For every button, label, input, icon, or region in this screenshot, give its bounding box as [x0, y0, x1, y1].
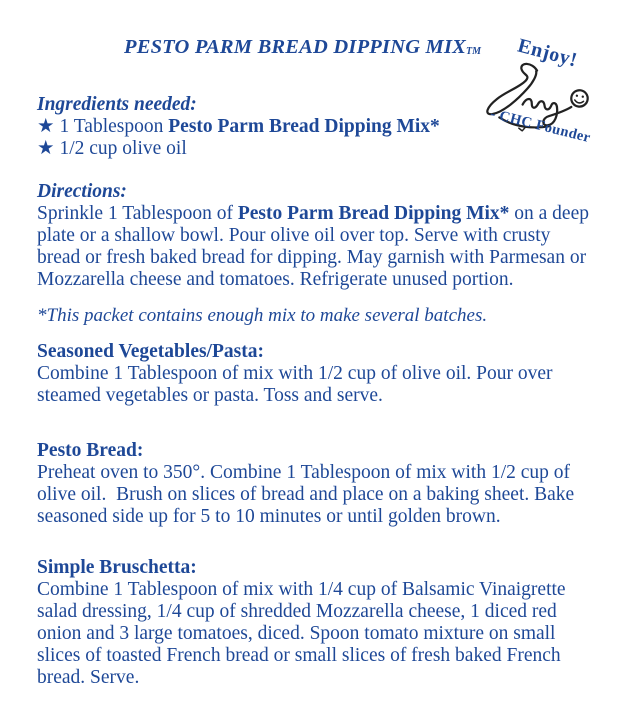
ingredient-product-name: Pesto Parm Bread Dipping Mix* — [168, 116, 440, 137]
enjoy-label: Enjoy! — [515, 34, 580, 72]
recipe-body: Combine 1 Tablespoon of mix with 1/2 cup of olive oil. Pour over steamed vegetables or pasta. Toss and serve. — [37, 363, 553, 406]
product-name: PESTO PARM BREAD DIPPING MIX — [123, 36, 467, 58]
star-icon: ★ — [37, 116, 55, 137]
recipe-body: Preheat oven to 350°. Combine 1 Tablespoon of mix with 1/2 cup of olive oil. Brush on slices of bread and place on a baking sheet. Bake seasoned side up for 5 to 10 minutes or until golden brown. — [37, 462, 575, 527]
ingredient-text: 1/2 cup olive oil — [59, 138, 187, 159]
directions-paragraph — [37, 203, 597, 291]
ingredient-text: 1 Tablespoon — [59, 116, 169, 137]
recipe-heading: Simple Bruschetta: — [37, 557, 197, 578]
directions-heading: Directions: — [37, 181, 127, 202]
recipe-section-seasoned-vegetables — [37, 341, 597, 407]
recipe-heading: Pesto Bread: — [37, 440, 144, 461]
directions-section — [37, 181, 597, 291]
trademark-symbol: TM — [466, 46, 482, 57]
recipe-body: Combine 1 Tablespoon of mix with 1/4 cup of Balsamic Vinaigrette salad dressing, 1/4 cup of shredded Mozzarella cheese, 1 diced red onion and 3 large tomatoes, diced. Spoon tomato mixture on small slices of toasted French bread or small slices of fresh baked French bread. Serve. — [37, 579, 566, 688]
founder-signature-block — [445, 34, 605, 173]
directions-product-name: Pesto Parm Bread Dipping Mix* — [237, 203, 510, 224]
card-body — [37, 94, 597, 689]
recipe-section-simple-bruschetta — [37, 557, 597, 689]
directions-rest: on a deep plate or a shallow bowl. Pour olive oil over top. Serve with crusty bread or fresh baked bread for dipping. May garnish with Parmesan or Mozzarella cheese and tomatoes. Refrigerate unused portion. — [37, 203, 589, 290]
packet-note: *This packet contains enough mix to make several batches. — [37, 305, 488, 326]
recipe-section-pesto-bread — [37, 440, 597, 528]
recipe-heading: Seasoned Vegetables/Pasta: — [37, 341, 264, 362]
directions-lead: Sprinkle 1 Tablespoon of — [37, 203, 238, 224]
star-icon: ★ — [37, 138, 55, 159]
ingredients-heading: Ingredients needed: — [37, 94, 197, 115]
founder-byline: - CHC Founder — [488, 105, 593, 147]
